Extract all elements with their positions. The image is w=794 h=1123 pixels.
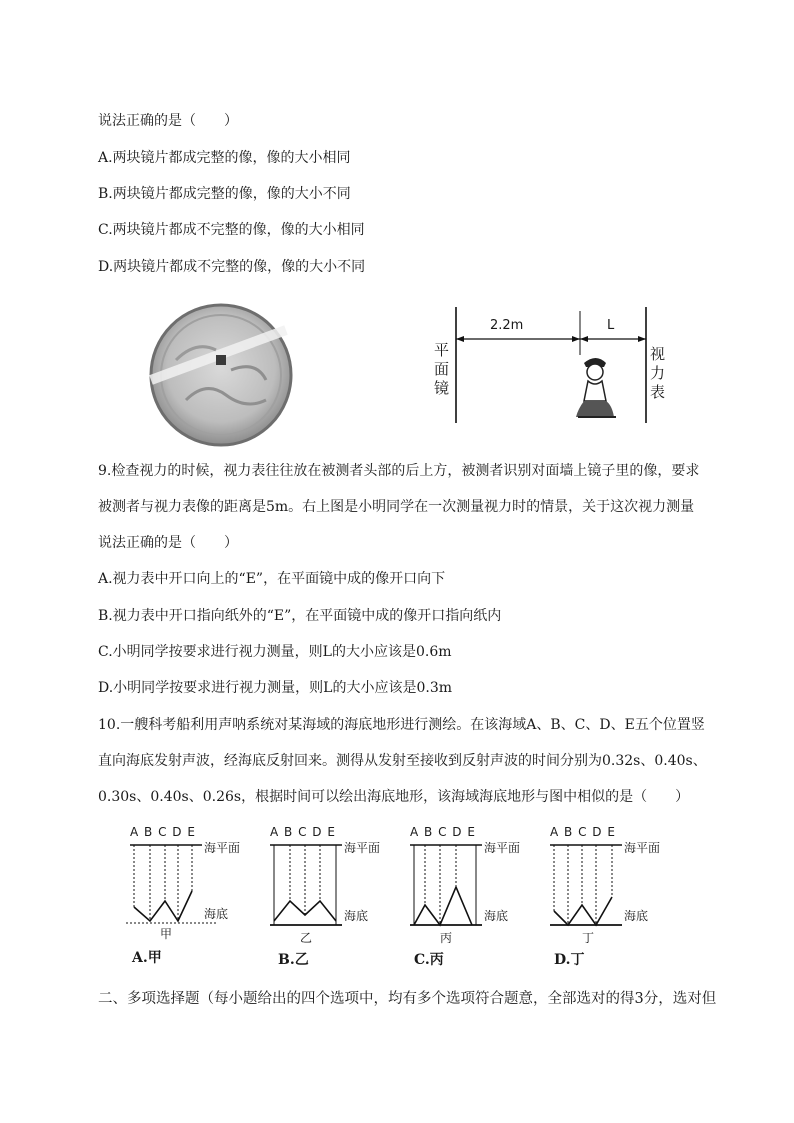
chart-label-char: 力: [650, 364, 666, 382]
sea-surface-label: 海平面: [624, 841, 661, 855]
q9-option-a: A.视力表中开口向上的“E”，在平面镜中成的像开口向下: [98, 571, 446, 587]
sea-floor-label: 海底: [484, 909, 509, 923]
seabed-panel-d: [540, 825, 680, 975]
q8-option-a: A.两块镜片都成完整的像，像的大小相同: [98, 150, 351, 166]
q10-stem-line-1: 10.一艘科考船利用声呐系统对某海域的海底地形进行测绘。在该海域A、B、C、D、E五个位置竖: [98, 717, 705, 733]
mirror-label-char: 面: [434, 360, 450, 378]
seabed-shape-c: [400, 825, 540, 940]
q8-option-c: C.两块镜片都成不完整的像，像的大小相同: [98, 222, 365, 238]
panel-name-a: 甲: [160, 927, 173, 941]
q10-stem-line-3: 0.30s、0.40s、0.26s，根据时间可以绘出海底地形，该海域海底地形与图中相似的是（ ）: [98, 789, 690, 805]
points-label: A B C D E: [550, 825, 616, 839]
mirror-label-char: 镜: [434, 379, 450, 397]
lens-photo-figure: [146, 300, 296, 450]
eye-test-figure: [428, 305, 678, 435]
panel-name-c: 丙: [440, 931, 453, 945]
q8-option-d: D.两块镜片都成不完整的像，像的大小不同: [98, 259, 366, 275]
panel-name-d: 丁: [582, 931, 595, 945]
seabed-panel-b: [260, 825, 400, 975]
mirror-label: [434, 341, 449, 398]
q8-option-b: B.两块镜片都成完整的像，像的大小不同: [98, 186, 351, 202]
seabed-shape-d: [540, 825, 680, 940]
seabed-shape-a: [120, 825, 260, 940]
seabed-figure: [120, 825, 680, 975]
sea-surface-label: 海平面: [484, 841, 521, 855]
q9-option-c: C.小明同学按要求进行视力测量，则L的大小应该是0.6m: [98, 644, 452, 660]
points-label: A B C D E: [270, 825, 336, 839]
q9-option-b: B.视力表中开口指向纸外的“E”，在平面镜中成的像开口指向纸内: [98, 608, 502, 624]
panel-option-d: D.丁: [554, 952, 585, 968]
panel-option-b: B.乙: [278, 952, 309, 968]
panel-option-c: C.丙: [414, 952, 444, 968]
points-label: A B C D E: [410, 825, 476, 839]
q9-stem-line-2: 被测者与视力表像的距离是5m。右上图是小明同学在一次测量视力时的情景，关于这次视力测量: [98, 499, 695, 515]
sea-surface-label: 海平面: [204, 841, 241, 855]
q10-stem-line-2: 直向海底发射声波，经海底反射回来。测得从发射至接收到反射声波的时间分别为0.32s、0.40s、: [98, 753, 707, 769]
arrow-head-l-left: [580, 336, 588, 342]
sea-floor-label: 海底: [624, 909, 649, 923]
panel-name-b: 乙: [300, 931, 313, 945]
sea-surface-label: 海平面: [344, 841, 381, 855]
l-label: L: [607, 318, 615, 333]
distance-label: 2.2m: [490, 318, 524, 333]
arrow-head-left: [456, 336, 464, 342]
points-label: A B C D E: [130, 825, 196, 839]
q9-stem-line-1: 9.检查视力的时候，视力表往往放在被测者头部的后上方，被测者识别对面墙上镜子里的像，要求: [98, 463, 700, 479]
chart-label: [650, 345, 665, 402]
chart-label-char: 表: [650, 383, 666, 401]
section2-heading: 二、多项选择题（每小题给出的四个选项中，均有多个选项符合题意，全部选对的得3分，选对但: [98, 991, 717, 1007]
arrow-head-right: [572, 336, 580, 342]
panel-option-a: A.甲: [132, 950, 162, 966]
sea-floor-label: 海底: [204, 907, 229, 921]
q8-stem: 说法正确的是（ ）: [98, 113, 238, 129]
arrow-head-l-right: [638, 336, 646, 342]
q9-option-d: D.小明同学按要求进行视力测量，则L的大小应该是0.3m: [98, 680, 453, 696]
eye-test-diagram: [428, 305, 678, 435]
person-icon: [576, 358, 616, 417]
seabed-shape-b: [260, 825, 400, 940]
seabed-panel-a: [120, 825, 260, 975]
mirror-label-char: 平: [434, 341, 450, 359]
chart-label-char: 视: [650, 345, 666, 363]
sea-floor-label: 海底: [344, 909, 369, 923]
seabed-panel-c: [400, 825, 540, 975]
q9-stem-line-3: 说法正确的是（ ）: [98, 535, 238, 551]
